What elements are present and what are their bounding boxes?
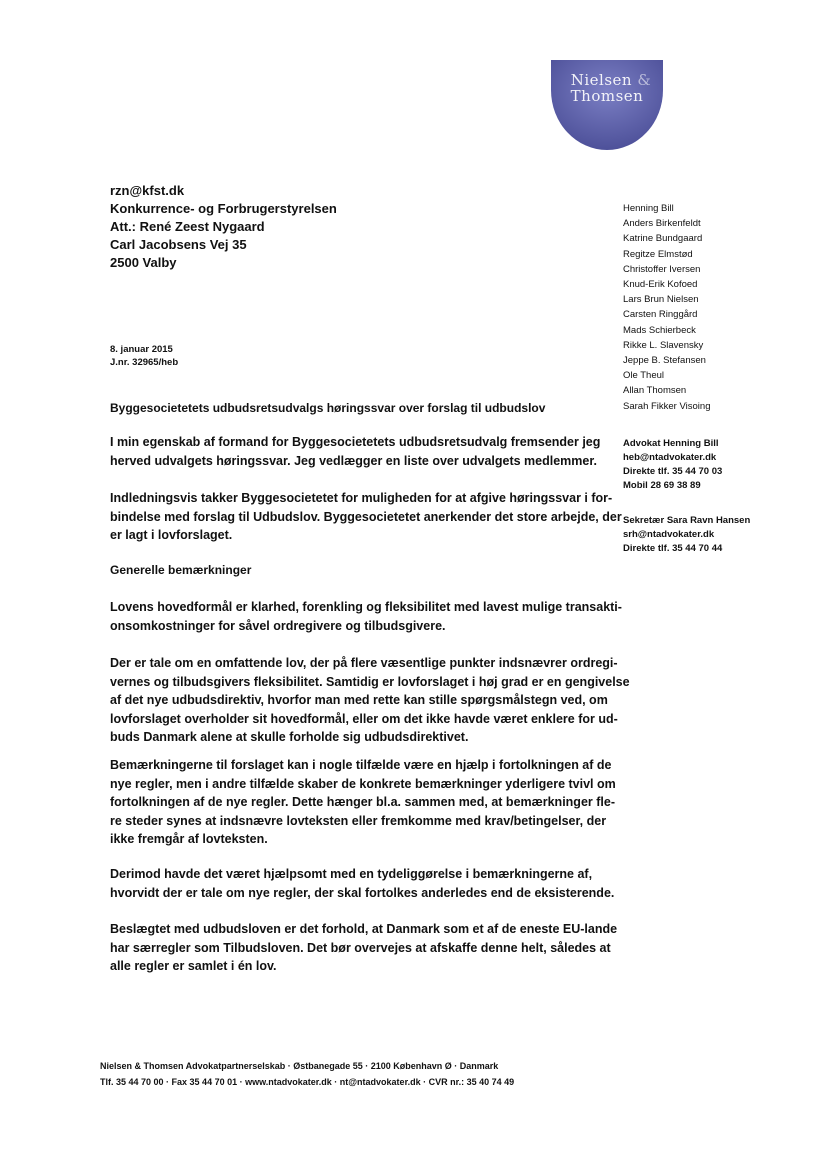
member-name: Sarah Fikker Visoing	[623, 400, 711, 412]
text-line: I min egenskab af formand for Byggesocietetets udbudsretsudvalg fremsender jeg	[110, 435, 601, 449]
member-name: Regitze Elmstød	[623, 248, 693, 260]
text-line: Indledningsvis takker Byggesocietetet for muligheden for at afgive høringssvar i for-	[110, 491, 613, 505]
text-line: har særregler som Tilbudsloven. Det bør overvejes at afskaffe denne helt, således at	[110, 940, 611, 955]
recipient-address	[110, 182, 337, 272]
contact-block-lawyer	[623, 437, 722, 493]
contact-direct-phone: Direkte tlf. 35 44 70 44	[623, 543, 723, 554]
contact-email: heb@ntadvokater.dk	[623, 452, 717, 463]
paragraph-6	[110, 865, 615, 902]
member-name: Mads Schierbeck	[623, 324, 696, 336]
recipient-att: Att.: René Zeest Nygaard	[110, 219, 265, 234]
committee-members-list	[623, 201, 710, 414]
text-line: onsomkostninger for såvel ordregivere og tilbudsgivere.	[110, 618, 446, 633]
member-name: Katrine Bundgaard	[623, 233, 703, 245]
contact-direct-phone: Direkte tlf. 35 44 70 03	[623, 466, 723, 477]
paragraph-7	[110, 920, 618, 976]
text-line: buds Danmark alene at skulle forholde sig udbudsdirektivet.	[110, 730, 469, 744]
text-line: ikke fremgår af lovteksten.	[110, 832, 268, 846]
text-line: Beslægtet med udbudsloven er det forhold, at Danmark som et af de eneste EU-lande	[110, 922, 618, 936]
text-line: lovforslaget overholder sit hovedformål, eller om det ikke havde været enklere for ud-	[110, 711, 618, 726]
text-line: hvorvidt der er tale om nye regler, der skal fortolkes anderledes end de eksisterende.	[110, 885, 615, 900]
recipient-street: Carl Jacobsens Vej 35	[110, 237, 247, 252]
text-line: af det nye udbudsdirektiv, hvorfor man med rette kan stille spørgsmålstegn ved, om	[110, 693, 608, 707]
member-name: Anders Birkenfeldt	[623, 218, 701, 230]
contact-block-secretary	[623, 514, 750, 556]
text-line: herved udvalgets høringssvar. Jeg vedlægger en liste over udvalgets medlemmer.	[110, 453, 597, 468]
logo-line2: Thomsen	[570, 87, 644, 105]
contact-mobile: Mobil 28 69 38 89	[623, 480, 701, 491]
text-line: Derimod havde det været hjælpsomt med en tydeliggørelse i bemærkningerne af,	[110, 867, 593, 881]
member-name: Knud-Erik Kofoed	[623, 279, 698, 291]
paragraph-2	[110, 489, 622, 545]
recipient-city: 2500 Valby	[110, 255, 177, 270]
paragraph-4	[110, 654, 630, 747]
text-line: Der er tale om en omfattende lov, der på flere væsentlige punkter indsnævrer ordregi-	[110, 656, 618, 670]
nielsen-thomsen-logo	[551, 60, 663, 150]
paragraph-3	[110, 598, 622, 635]
member-name: Allan Thomsen	[623, 385, 687, 397]
member-name: Carsten Ringgård	[623, 309, 698, 321]
member-name: Ole Theul	[623, 370, 665, 382]
footer-contact: Tlf. 35 44 70 00 · Fax 35 44 70 01 · www.ntadvokater.dk · nt@ntadvokater.dk · CVR nr.: 35 40 74 49	[100, 1077, 515, 1087]
section-heading: Generelle bemærkninger	[110, 563, 252, 577]
letter-subject: Byggesocietetets udbudsretsudvalgs høringssvar over forslag til udbudslov	[110, 401, 546, 415]
text-line: Lovens hovedformål er klarhed, forenkling og fleksibilitet med lavest mulige transakti-	[110, 600, 622, 614]
paragraph-5	[110, 756, 616, 849]
text-line: nye regler, men i andre tilfælde skaber de konkrete bemærkninger yderligere tvivl om	[110, 776, 616, 791]
text-line: er lagt i lovforslaget.	[110, 528, 233, 542]
member-name: Lars Brun Nielsen	[623, 294, 699, 306]
text-line: re steder synes at indsnævre lovteksten eller fremkomme med krav/betingelser, der	[110, 813, 607, 828]
footer-address: Nielsen & Thomsen Advokatpartnerselskab · Østbanegade 55 · 2100 København Ø · Danmark	[100, 1061, 499, 1071]
file-reference: J.nr. 32965/heb	[110, 357, 179, 368]
paragraph-1	[110, 433, 610, 470]
contact-email: srh@ntadvokater.dk	[623, 529, 715, 540]
date-reference	[110, 343, 178, 369]
text-line: bindelse med forslag til Udbudslov. Byggesocietetet anerkender det store arbejde, der	[110, 509, 622, 524]
contact-title: Sekretær Sara Ravn Hansen	[623, 515, 751, 526]
member-name: Jeppe B. Stefansen	[623, 355, 706, 367]
text-line: Bemærkningerne til forslaget kan i nogle tilfælde være en hjælp i fortolkningen af de	[110, 758, 612, 772]
letter-date: 8. januar 2015	[110, 344, 173, 355]
contact-title: Advokat Henning Bill	[623, 438, 719, 449]
member-name: Henning Bill	[623, 203, 674, 214]
recipient-email: rzn@kfst.dk	[110, 183, 185, 198]
member-name: Rikke L. Slavensky	[623, 339, 704, 351]
text-line: alle regler er samlet i én lov.	[110, 959, 277, 973]
text-line: vernes og tilbudsgivers fleksibilitet. Samtidig er lovforslaget i høj grad er en gengivelse	[110, 674, 630, 689]
text-line: fortolkningen af de nye regler. Dette hænger bl.a. sammen med, at bemærkninger fle-	[110, 795, 615, 809]
recipient-org: Konkurrence- og Forbrugerstyrelsen	[110, 201, 337, 216]
member-name: Christoffer Iversen	[623, 263, 701, 275]
logo-line1: Nielsen &	[570, 71, 652, 89]
